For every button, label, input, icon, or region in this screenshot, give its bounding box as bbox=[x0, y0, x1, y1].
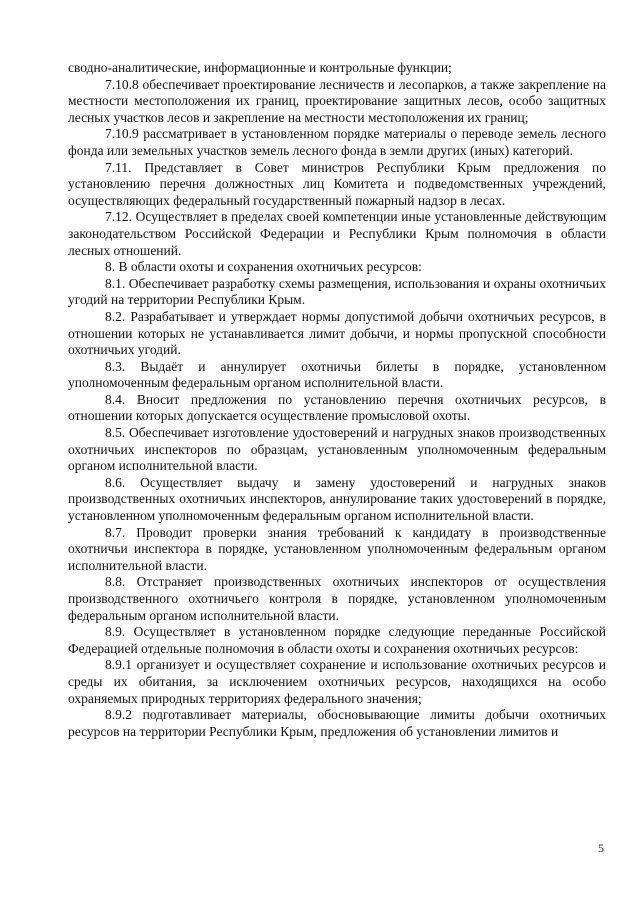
paragraph-continuation: сводно-аналитические, информационные и контрольные функции; bbox=[68, 60, 452, 75]
paragraph-8-8: 8.8. Отстраняет производственных охотничьих инспекторов от осуществления производственного охотничьего контроля в порядке, установленном уполномоченным федеральным органом исполнительной власти. bbox=[68, 574, 606, 623]
paragraph-8-9-1: 8.9.1 организует и осуществляет сохранение и использование охотничьих ресурсов и среды их обитания, за исключением охотничьих ресурсов, находящихся на особо охраняемых природных территориях федерального значения; bbox=[68, 657, 606, 706]
paragraph-8-4: 8.4. Вносит предложения по установлению перечня охотничьих ресурсов, в отношении которых допускается осуществление промысловой охоты. bbox=[68, 391, 606, 424]
page-number: 5 bbox=[598, 841, 604, 855]
paragraph-7-10-8: 7.10.8 обеспечивает проектирование лесничеств и лесопарков, а также закрепление на местности местоположения их границ, проектирование защитных лесов, особо защитных лесных участков лесов и закрепление на местности местоположения их границ; bbox=[68, 76, 606, 125]
paragraph-8-9: 8.9. Осуществляет в установленном порядке следующие переданные Российской Федерацией отдельные полномочия в области охоты и сохранения охотничьих ресурсов: bbox=[68, 624, 606, 656]
paragraph-8-6: 8.6. Осуществляет выдачу и замену удостоверений и нагрудных знаков производственных охотничьих инспекторов, аннулирование таких удостоверений в порядке, установленном уполномоченным федеральным органом исполнительной власти. bbox=[68, 474, 606, 524]
paragraph-8-7: 8.7. Проводит проверки знания требований к кандидату в производственные охотничьи инспектора в порядке, установленном уполномоченным федеральным органом исполнительной власти. bbox=[68, 524, 606, 573]
document-body bbox=[68, 60, 606, 740]
paragraph-7-12: 7.12. Осуществляет в пределах своей компетенции иные установленные действующим законодательством Российской Федерации и Республики Крым полномочия в области лесных отношений. bbox=[68, 209, 606, 258]
paragraph-8-3: 8.3. Выдаёт и аннулирует охотничьи билеты в порядке, установленном уполномоченным федеральным органом исполнительной власти. bbox=[68, 358, 606, 391]
section-heading-8: 8. В области охоты и сохранения охотничьих ресурсов: bbox=[105, 259, 422, 275]
paragraph-8-2: 8.2. Разрабатывает и утверждает нормы допустимой добычи охотничьих ресурсов, в отношении которых не устанавливается лимит добычи, и нормы пропускной способности охотничьих угодий. bbox=[68, 308, 606, 358]
paragraph-7-10-9: 7.10.9 рассматривает в установленном порядке материалы о переводе земель лесного фонда или земельных участков земель лесного фонда в земли других (иных) категорий. bbox=[68, 126, 606, 158]
paragraph-7-11: 7.11. Представляет в Совет министров Республики Крым предложения по установлению перечня должностных лиц Комитета и подведомственных учреждений, осуществляющих федеральный государственный пожарный надзор в лесах. bbox=[68, 159, 606, 208]
paragraph-8-5: 8.5. Обеспечивает изготовление удостоверений и нагрудных знаков производственных охотничьих инспекторов по образцам, установленным уполномоченным федеральным органом исполнительной власти. bbox=[68, 425, 606, 474]
paragraph-8-9-2: 8.9.2 подготавливает материалы, обосновывающие лимиты добычи охотничьих ресурсов на территории Республики Крым, предложения об установлении лимитов и bbox=[68, 707, 606, 739]
paragraph-8-1: 8.1. Обеспечивает разработку схемы размещения, использования и охраны охотничьих угодий на территории Республики Крым. bbox=[68, 275, 606, 308]
